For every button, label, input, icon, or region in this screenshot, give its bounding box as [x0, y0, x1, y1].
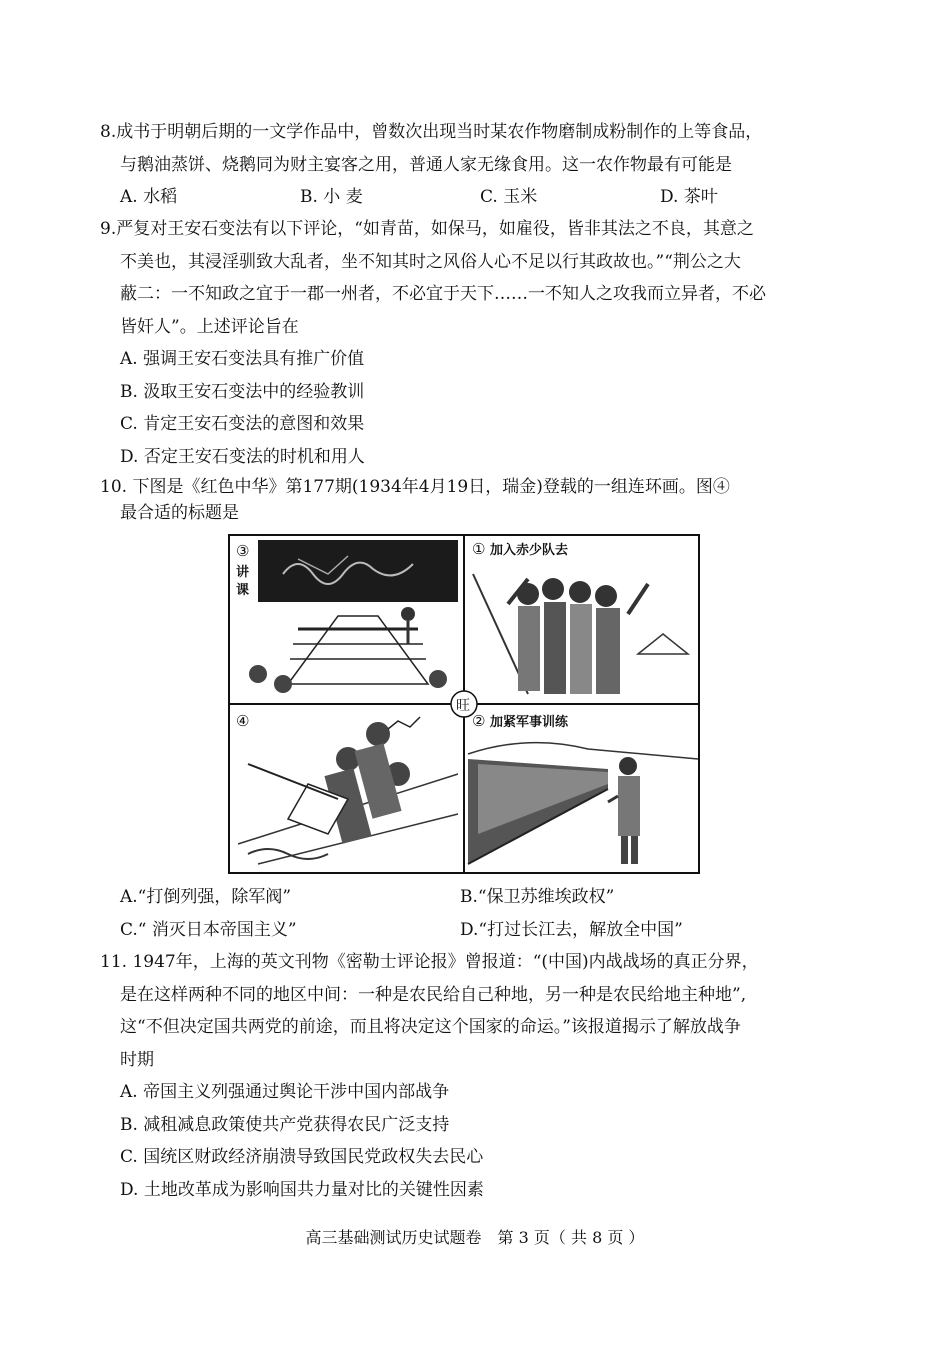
option-d: D. 土地改革成为影响国共力量对比的关键性因素: [120, 1179, 484, 1200]
question-10-line-2: 最合适的标题是: [120, 503, 239, 523]
comic-strip-figure: [228, 534, 700, 874]
question-10-options: [100, 881, 840, 946]
option-a: A.“打倒列强，除军阀”: [120, 887, 292, 907]
option-a: A. 帝国主义列强通过舆论干涉中国内部战争: [120, 1082, 450, 1102]
option-b: B.“保卫苏维埃政权”: [460, 887, 615, 907]
question-8-line-1: 8.成书于明朝后期的一文学作品中，曾数次出现当时某农作物磨制成粉制作的上等食品，: [100, 122, 763, 142]
question-9-line-1: 9.严复对王安石变法有以下评论，“如青苗，如保马，如雇役，皆非其法之不良，其意之: [100, 219, 754, 239]
question-11-line-2: 是在这样两种不同的地区中间：一种是农民给自己种地，另一种是农民给地主种地”,: [120, 984, 747, 1005]
panel-3-title-char-2: 课: [236, 583, 250, 598]
question-11: [100, 946, 840, 1206]
question-11-line-3: 这“不但决定国共两党的前途，而且将决定这个国家的命运。”该报道揭示了解放战争: [120, 1017, 741, 1037]
option-b: B. 汲取王安石变法中的经验教训: [120, 381, 365, 402]
question-11-line-1: 11. 1947年，上海的英文刊物《密勒士评论报》曾报道：“(中国)内战战场的真正分界，: [100, 952, 759, 972]
panel-1-number: ①: [472, 540, 486, 558]
option-d: D. 否定王安石变法的时机和用人: [120, 446, 365, 467]
panel-4-number: ④: [236, 712, 250, 730]
panel-2-number: ②: [472, 712, 486, 730]
question-9-line-2: 不美也，其浸淫驯致大乱者，坐不知其时之风俗人心不足以行其政故也。”“荆公之大: [120, 251, 741, 272]
option-a: A. 强调王安石变法具有推广价值: [120, 349, 365, 369]
panel-3-title-char-1: 讲: [236, 565, 250, 580]
question-9-line-4: 皆奸人”。上述评论旨在: [120, 316, 299, 337]
question-8-line-2: 与鹅油蒸饼、烧鹅同为财主宴客之用，普通人家无缘食用。这一农作物最有可能是: [120, 154, 732, 175]
question-10-line-1: 10. 下图是《红色中华》第177期(1934年4月19日，瑞金)登载的一组连环画。图④: [100, 477, 730, 497]
question-11-line-4: 时期: [120, 1049, 154, 1070]
option-b: B. 小 麦: [300, 187, 363, 207]
panel-3-number: ③: [236, 542, 250, 560]
question-9-line-3: 蔽二：一不知政之宜于一郡一州者，不必宜于天下……一不知人之攻我而立异者，不必: [120, 284, 766, 304]
option-c: C. 肯定王安石变法的意图和效果: [120, 414, 365, 434]
panel-2-title: 加紧军事训练: [490, 715, 569, 730]
option-c: C. 国统区财政经济崩溃导致国民党政权失去民心: [120, 1147, 484, 1167]
center-mark-text: 旺: [456, 698, 470, 714]
option-d: D. 茶叶: [660, 187, 718, 207]
option-c: C.“ 消灭日本帝国主义”: [120, 919, 297, 940]
question-10-options-row-2: [100, 914, 840, 947]
option-d: D.“打过长江去，解放全中国”: [460, 919, 683, 940]
page-footer: 高三基础测试历史试题卷 第 3 页（ 共 8 页 ）: [305, 1228, 645, 1247]
question-8: [100, 116, 840, 214]
option-c: C. 玉米: [480, 187, 538, 207]
question-9: [100, 213, 840, 473]
question-10-options-row-1: [100, 881, 840, 914]
question-8-options: [100, 181, 840, 214]
option-b: B. 减租减息政策使共产党获得农民广泛支持: [120, 1114, 450, 1135]
panel-1-title: 加入赤少队去: [490, 543, 569, 558]
question-10: [100, 474, 840, 526]
option-a: A. 水稻: [120, 187, 178, 207]
